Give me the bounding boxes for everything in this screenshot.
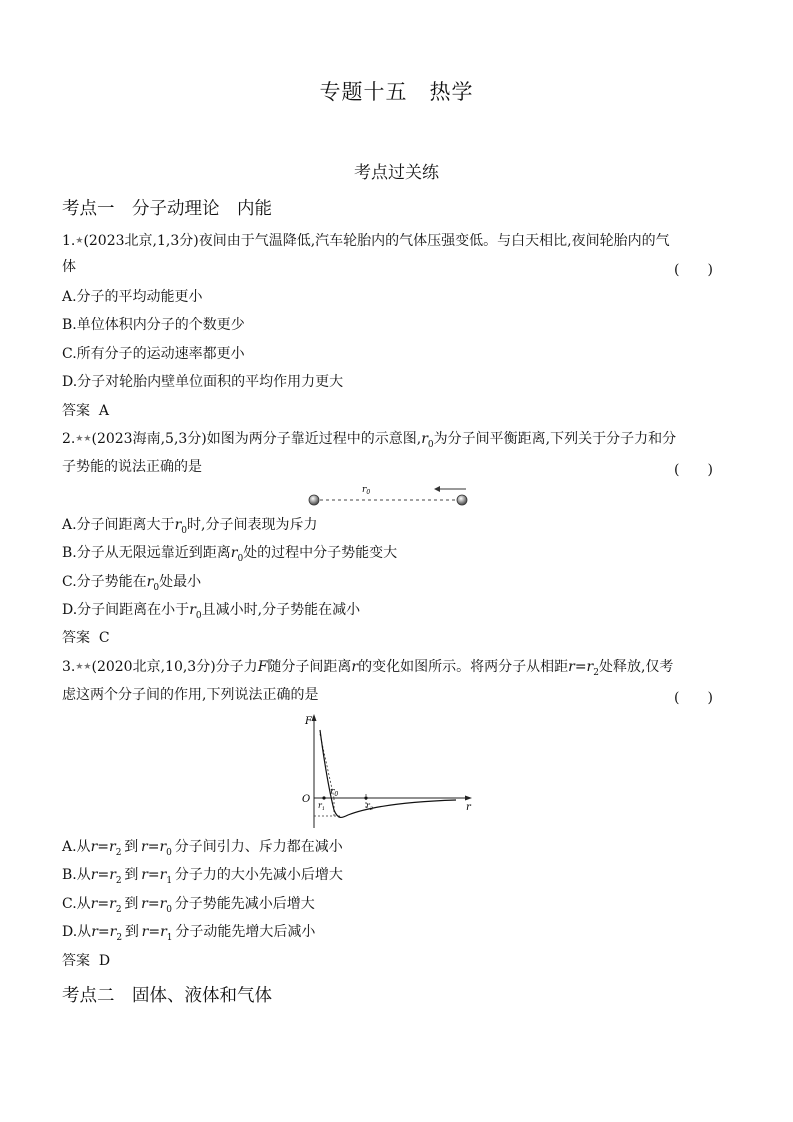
q1-stem-text: (2023北京,1,3分)夜间由于气温降低,汽车轮胎内的气体压强变低。与白天相比,夜间轮胎内的气 [83, 233, 670, 249]
q1-option-a: A.分子的平均动能更小 [62, 289, 203, 305]
q1-stem-line1 [62, 231, 670, 251]
q3-difficulty-star-icon: ★★ [75, 662, 92, 672]
q3-label-r: r [466, 802, 471, 813]
q2-stem-line1: 2.★★(2023海南,5,3分)如图为两分子靠近过程中的示意图$,r_0$为分子间平衡距离,下列关于分子力和分 [62, 431, 677, 450]
q2-option-d: D.分子间距离在小于$r_0$且减小时,分子势能在减小 [62, 602, 361, 621]
q3-answer-value: D [98, 953, 111, 969]
q3-point-r0 [322, 796, 325, 799]
q3-option-d: D.从$r=r_2$ 到 $r=r_1$ 分子动能先增大后减小 [62, 924, 316, 943]
section-subtitle: 考点过关练 [354, 163, 439, 183]
q3-number: 3. [62, 659, 76, 675]
q1-difficulty-star-icon: ★ [75, 236, 84, 246]
q3-option-a: A.从$r=r_2$ 到 $r=r_0$ 分子间引力、斥力都在减小 [62, 839, 343, 858]
q2-option-a: A.分子间距离大于$r_0$时,分子间表现为斥力 [62, 517, 318, 536]
q1-stem-line2: 体 [62, 259, 76, 275]
q3-label-r0: $r_0$ [330, 787, 339, 798]
q2-stem-line2: 子势能的说法正确的是 [62, 459, 202, 475]
q2-fig-label-r0: $r_0$ [362, 485, 371, 496]
q3-label-F: F [305, 716, 312, 727]
q2-molecule-diagram [300, 480, 480, 514]
q2-molecule-left [309, 495, 319, 505]
q3-stem-line2: 虑这两个分子间的作用,下列说法正确的是 [62, 687, 319, 703]
q3-f-axis-arrow-icon [312, 714, 317, 721]
q1-option-d: D.分子对轮胎内壁单位面积的平均作用力更大 [62, 374, 344, 390]
q2-stem-text-a: (2023海南,5,3分)如图为两分子靠近过程中的示意图, [91, 431, 422, 447]
q3-label-r2: $r_2$ [366, 801, 374, 812]
q3-stem-line1: 3.★★(2020北京,10,3分)分子力F随分子间距离r的变化如图所示。将两分子从相距$r=r_2$处释放,仅考 [62, 659, 674, 678]
q2-answer-value: C [98, 630, 110, 646]
q1-option-b: B.单位体积内分子的个数更少 [62, 317, 245, 333]
q1-answer [62, 401, 109, 421]
q3-point-r2 [364, 796, 367, 799]
q3-label-r1: $r_1$ [318, 801, 326, 812]
q3-label-origin: O [302, 794, 311, 805]
q2-answer [62, 628, 110, 648]
q3-force-curve [320, 730, 456, 817]
q3-force-distance-graph [296, 710, 478, 832]
section-heading-1: 考点一 分子动理论 内能 [62, 199, 272, 219]
section-heading-2: 考点二 固体、液体和气体 [62, 986, 272, 1006]
q2-number: 2. [62, 431, 76, 447]
q2-molecule-right [457, 495, 467, 505]
q2-stem-text-b: 为分子间平衡距离,下列关于分子力和分 [433, 431, 677, 447]
q1-answer-value: A [98, 403, 110, 419]
q2-answer-bracket: ( ) [674, 462, 713, 478]
q3-r-axis-arrow-icon [465, 796, 472, 801]
q1-answer-bracket: ( ) [674, 262, 713, 278]
q2-option-c: C.分子势能在$r_0$处最小 [62, 574, 202, 593]
q3-option-b: B.从$r=r_2$ 到 $r=r_1$ 分子力的大小先减小后增大 [62, 867, 343, 886]
q2-option-b: B.分子从无限远靠近到距离$r_0$处的过程中分子势能变大 [62, 545, 398, 564]
q1-option-c: C.所有分子的运动速率都更小 [62, 346, 245, 362]
q3-option-c: C.从$r=r_2$ 到 $r=r_0$ 分子势能先减小后增大 [62, 896, 315, 915]
q3-answer-label: 答案 [62, 953, 90, 969]
q3-answer [62, 951, 110, 971]
page-title: 专题十五 热学 [319, 80, 474, 104]
q2-arrow-left-icon [434, 486, 440, 492]
q1-answer-label: 答案 [62, 403, 90, 419]
q2-difficulty-star-icon: ★★ [75, 434, 92, 444]
q3-answer-bracket: ( ) [674, 690, 713, 706]
q2-answer-label: 答案 [62, 630, 90, 646]
q1-number: 1. [62, 233, 76, 249]
q2-symbol-r0: r [421, 431, 428, 447]
